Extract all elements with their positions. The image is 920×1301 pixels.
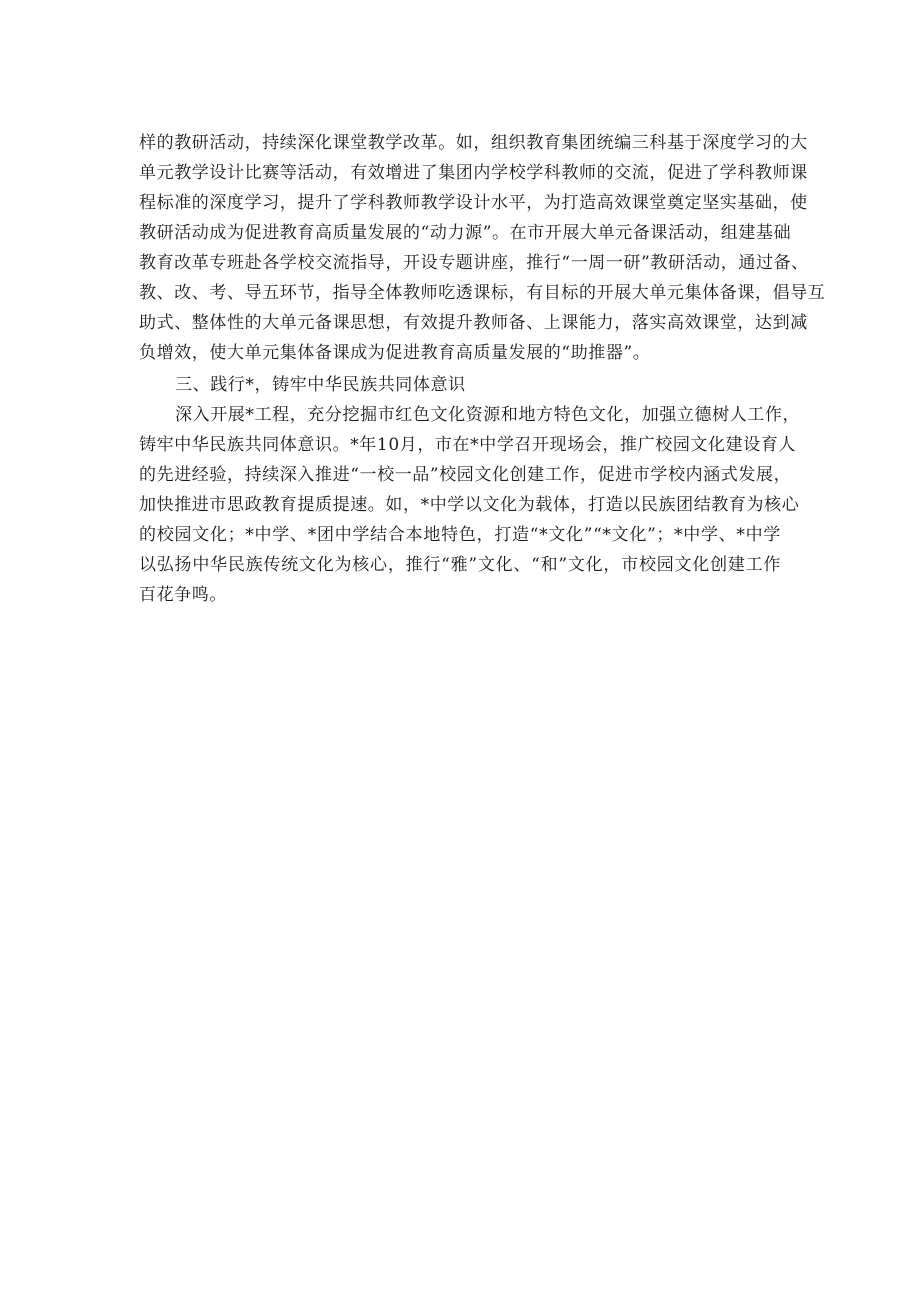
paragraph-line: 助式、整体性的大单元备课思想，有效提升教师备、上课能力，落实高效课堂，达到减	[139, 313, 808, 333]
paragraph-line: 深入开展*工程，充分挖掘市红色文化资源和地方特色文化，加强立德树人工作，	[175, 405, 801, 425]
paragraph-line: 的先进经验，持续深入推进“一校一品”校园文化创建工作，促进市学校内涵式发展，	[139, 465, 792, 485]
paragraph-line: 样的教研活动，持续深化课堂教学改革。如，组织教育集团统编三科基于深度学习的大	[139, 133, 808, 153]
paragraph-line: 铸牢中华民族共同体意识。*年10月，市在*中学召开现场会，推广校园文化建设育人	[139, 435, 797, 455]
paragraph-line: 百花争鸣。	[139, 585, 227, 605]
section-heading	[139, 370, 781, 400]
paragraph-line: 负增效，使大单元集体备课成为促进教育高质量发展的“助推器”。	[139, 343, 651, 363]
paragraph-campus-culture	[139, 400, 801, 610]
paragraph-line: 教研活动成为促进教育高质量发展的“动力源”。在市开展大单元备课活动，组建基础	[139, 223, 792, 243]
paragraph-line: 教育改革专班赴各学校交流指导，开设专题讲座，推行“一周一研”教研活动，通过备、	[139, 253, 809, 273]
paragraph-line: 单元教学设计比赛等活动，有效增进了集团内学校学科教师的交流，促进了学科教师课	[139, 163, 808, 183]
paragraph-line: 的校园文化；*中学、*团中学结合本地特色，打造“*文化”“*文化”；*中学、*中学	[139, 525, 781, 545]
paragraph-line: 教、改、考、导五环节，指导全体教师吃透课标，有目标的开展大单元集体备课，倡导互	[139, 283, 826, 303]
paragraph-teaching-research	[139, 128, 826, 368]
paragraph-line: 程标准的深度学习，提升了学科教师教学设计水平，为打造高效课堂奠定坚实基础，使	[139, 193, 808, 213]
section-3-heading: 三、践行*，铸牢中华民族共同体意识	[175, 375, 466, 395]
paragraph-line: 以弘扬中华民族传统文化为核心，推行“雅”文化、“和”文化，市校园文化创建工作	[139, 555, 781, 575]
paragraph-line: 加快推进市思政教育提质提速。如，*中学以文化为载体，打造以民族团结教育为核心	[139, 495, 800, 515]
